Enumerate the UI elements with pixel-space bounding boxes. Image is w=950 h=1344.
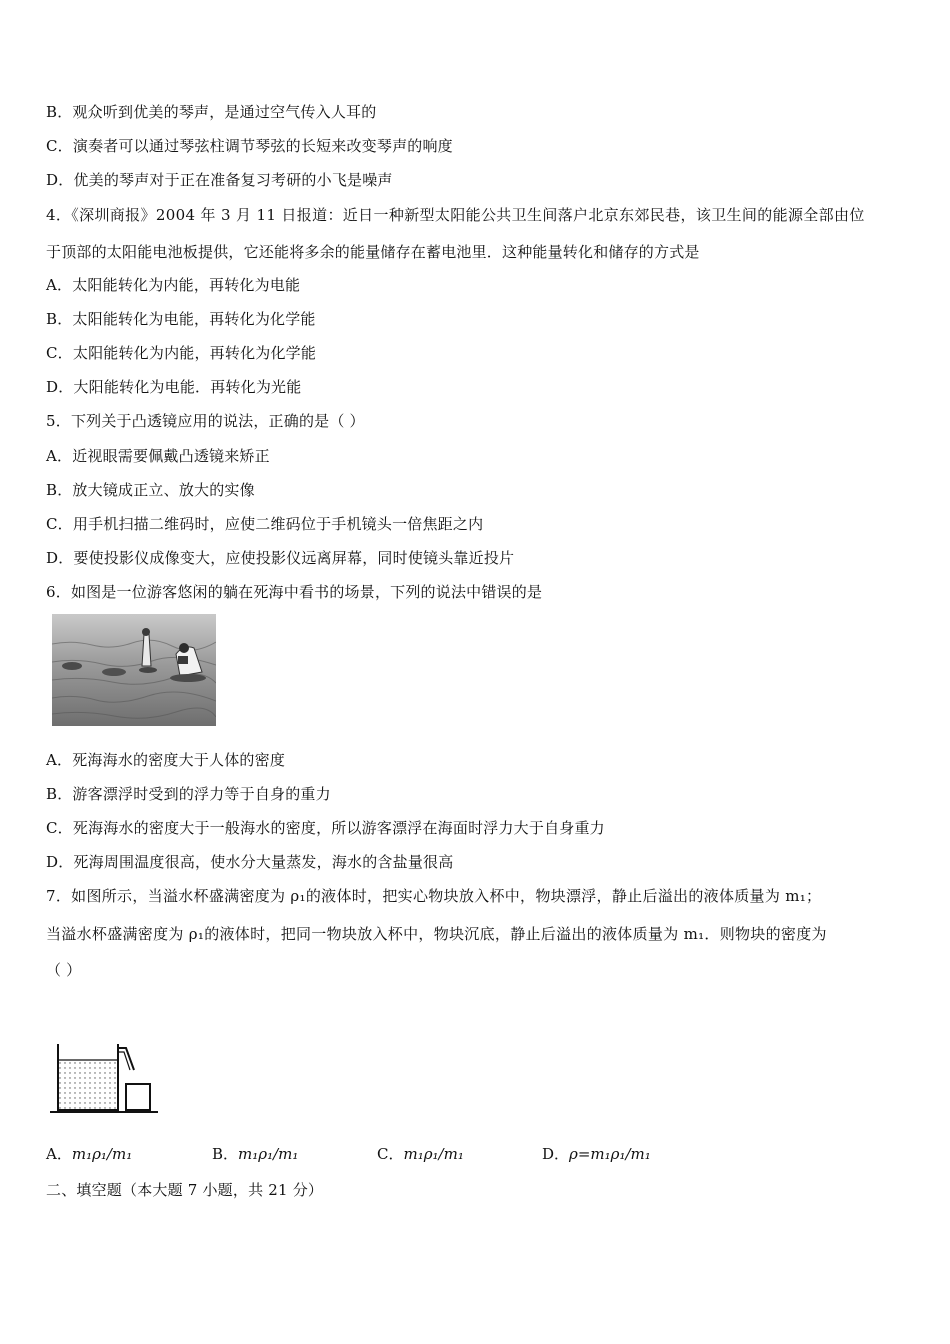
option-label: A． [46, 1145, 72, 1163]
question-4-stem-line-1: 4．《深圳商报》2004 年 3 月 11 日报道：近日一种新型太阳能公共卫生间落户北京东郊民巷，该卫生间的能源全部由位 [46, 206, 865, 224]
question-7-option-a [46, 1144, 132, 1164]
question-3-option-c: C．演奏者可以通过琴弦柱调节琴弦的长短来改变琴声的响度 [46, 137, 453, 155]
question-5-option-d: D．要使投影仪成像变大，应使投影仪远离屏幕，同时使镜头靠近投片 [46, 549, 515, 567]
option-expression: m₁ρ₁/m₁ [71, 1145, 133, 1163]
overflow-cup-diagram [48, 1036, 160, 1116]
option-expression: m₁ρ₁/m₁ [238, 1145, 299, 1163]
question-5-option-a: A．近视眼需要佩戴凸透镜来矫正 [46, 447, 270, 465]
question-4-option-d: D．大阳能转化为电能．再转化为光能 [46, 378, 302, 396]
dead-sea-photo [52, 614, 216, 726]
option-expression: m₁ρ₁/m₁ [403, 1145, 464, 1163]
question-7-option-b [212, 1144, 298, 1164]
question-3-option-b: B．观众听到优美的琴声，是通过空气传入人耳的 [46, 103, 377, 121]
option-label: C． [377, 1145, 404, 1163]
question-7-stem-line-3: （ ） [46, 961, 82, 979]
option-label: D． [542, 1145, 570, 1163]
question-5-option-c: C．用手机扫描二维码时，应使二维码位于手机镜头一倍焦距之内 [46, 515, 484, 533]
question-5-stem: 5．下列关于凸透镜应用的说法，正确的是（ ） [46, 412, 365, 430]
question-6-option-a: A．死海海水的密度大于人体的密度 [46, 751, 286, 769]
question-4-option-a: A．太阳能转化为内能，再转化为电能 [46, 276, 301, 294]
question-4-option-b: B．太阳能转化为电能，再转化为化学能 [46, 310, 316, 328]
question-4-option-c: C．太阳能转化为内能，再转化为化学能 [46, 344, 317, 362]
section-2-heading: 二、填空题（本大题 7 小题，共 21 分） [46, 1181, 324, 1199]
question-3-option-d: D．优美的琴声对于正在准备复习考研的小飞是噪声 [46, 171, 393, 189]
question-7-stem-line-1: 7．如图所示，当溢水杯盛满密度为 ρ₁的液体时，把实心物块放入杯中，物块漂浮，静止后溢出的液体质量为 m₁； [46, 887, 822, 905]
question-6-option-b: B．游客漂浮时受到的浮力等于自身的重力 [46, 785, 331, 803]
question-6-option-c: C．死海海水的密度大于一般海水的密度，所以游客漂浮在海面时浮力大于自身重力 [46, 819, 605, 837]
question-4-stem-line-2: 于顶部的太阳能电池板提供，它还能将多余的能量储存在蓄电池里．这种能量转化和储存的方式是 [46, 243, 700, 261]
option-expression: ρ=m₁ρ₁/m₁ [569, 1145, 651, 1163]
question-7-option-c [377, 1144, 464, 1164]
question-6-stem: 6．如图是一位游客悠闲的躺在死海中看书的场景，下列的说法中错误的是 [46, 583, 543, 601]
question-6-option-d: D．死海周围温度很高，使水分大量蒸发，海水的含盐量很高 [46, 853, 454, 871]
question-7-stem-line-2: 当溢水杯盛满密度为 ρ₁的液体时，把同一物块放入杯中，物块沉底，静止后溢出的液体质量为 m₁．则物块的密度为 [46, 925, 827, 943]
option-label: B． [212, 1145, 239, 1163]
question-5-option-b: B．放大镜成正立、放大的实像 [46, 481, 255, 499]
question-7-option-d [542, 1144, 651, 1164]
